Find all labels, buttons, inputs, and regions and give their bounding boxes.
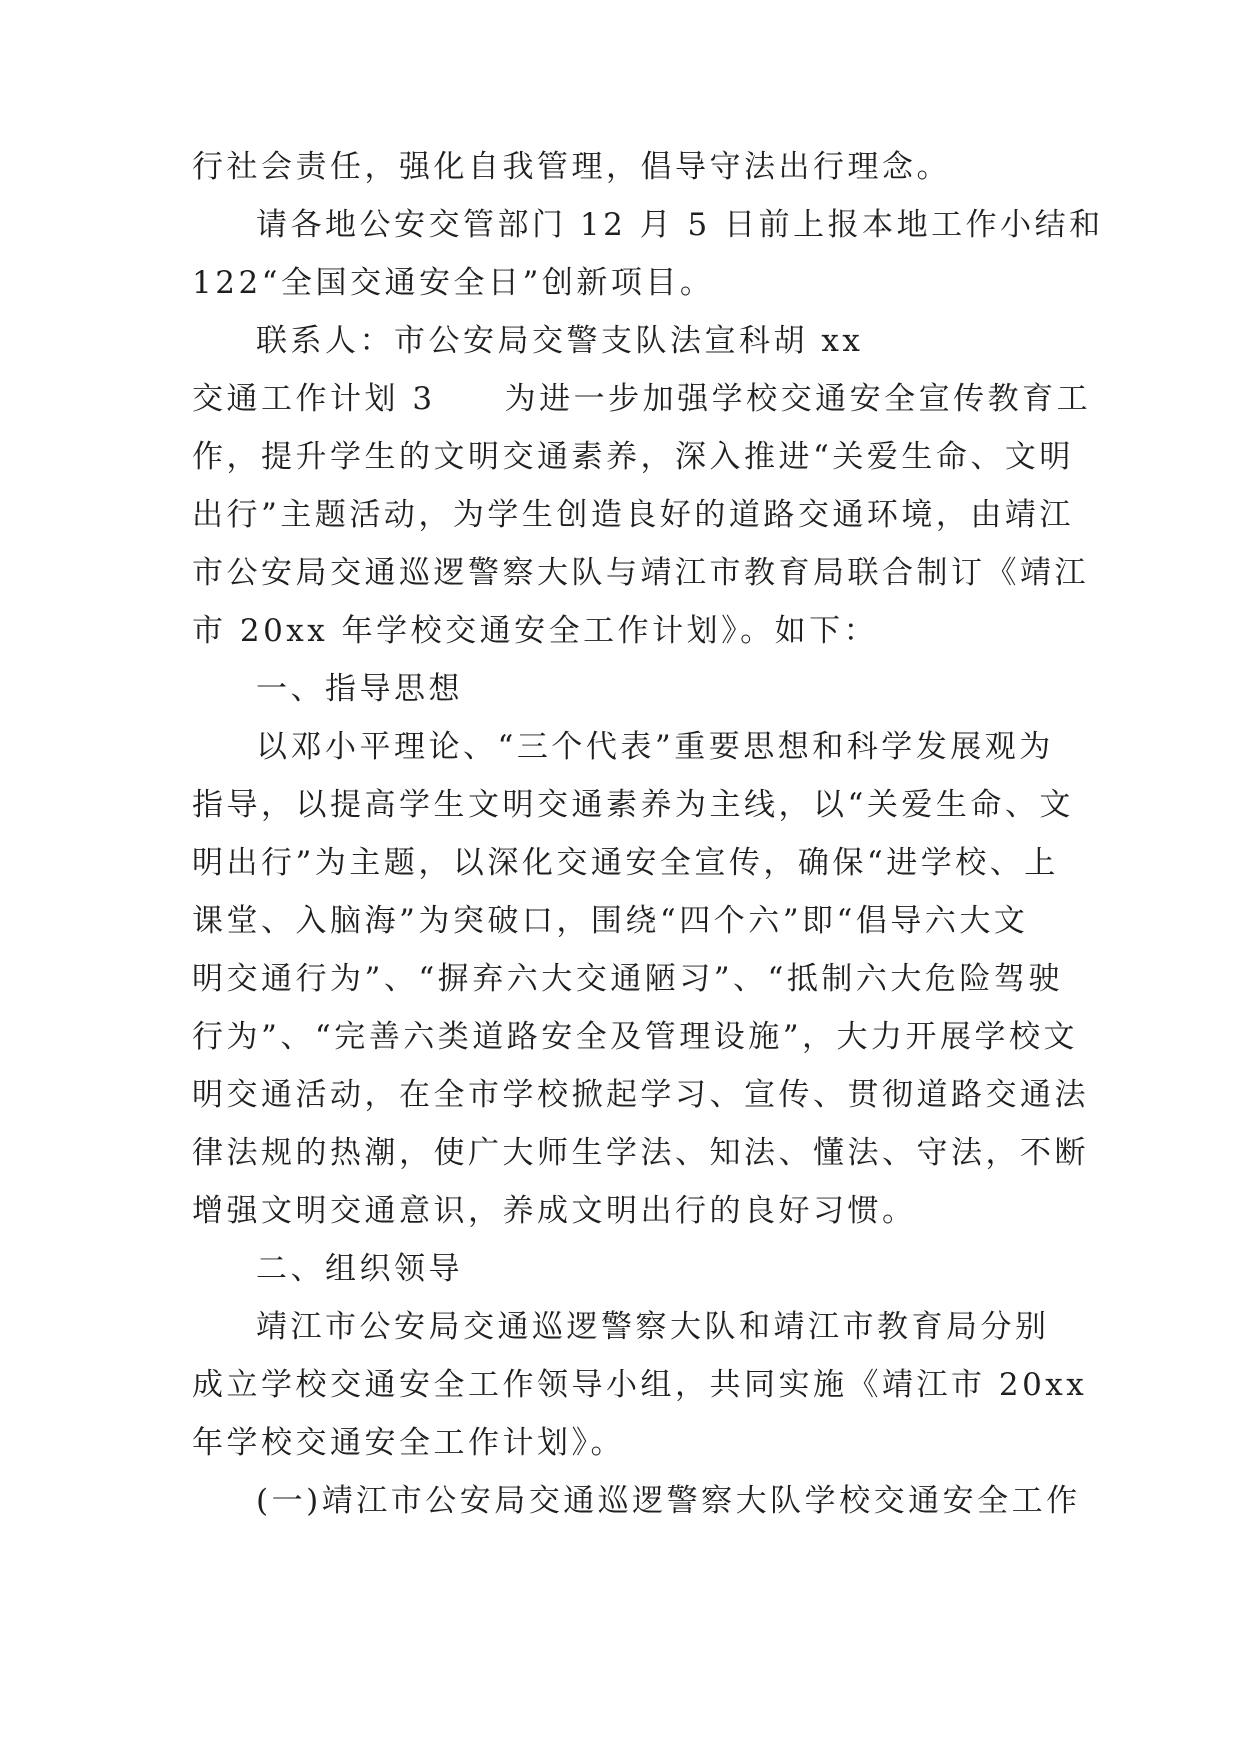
text-line: 以邓小平理论、“三个代表”重要思想和科学发展观为 xyxy=(256,729,1054,765)
heading-guiding-thought: 一、指导思想 xyxy=(256,671,463,707)
text-line: 成立学校交通安全工作领导小组，共同实施《靖江市 20xx xyxy=(192,1367,1088,1403)
section-heading-line: 交通工作计划 3 为进一步加强学校交通安全宣传教育工 xyxy=(192,381,1092,417)
text-line: 明交通活动，在全市学校掀起学习、宣传、贯彻道路交通法 xyxy=(192,1077,1089,1113)
text-line: 明出行”为主题，以深化交通安全宣传，确保“进学校、上 xyxy=(192,845,1059,881)
text-line: 市公安局交通巡逻警察大队与靖江市教育局联合制订《靖江 xyxy=(192,555,1089,591)
text-line: 增强文明交通意识，养成文明出行的良好习惯。 xyxy=(192,1193,917,1229)
text-line: 课堂、入脑海”为突破口，围绕“四个六”即“倡导六大文 xyxy=(192,903,1029,939)
text-line: 年学校交通安全工作计划》。 xyxy=(192,1425,625,1461)
text-line: 出行”主题活动，为学生创造良好的道路交通环境，由靖江 xyxy=(192,497,1074,533)
contact-line: 联系人：市公安局交警支队法宣科胡 xx xyxy=(256,323,864,359)
text-line: (一)靖江市公安局交通巡逻警察大队学校交通安全工作 xyxy=(256,1483,1081,1519)
text-line: 122“全国交通安全日”创新项目。 xyxy=(192,265,715,301)
text-line: 作，提升学生的文明交通素养，深入推进“关爱生命、文明 xyxy=(192,439,1074,475)
text-line: 市 20xx 年学校交通安全工作计划》。如下： xyxy=(192,613,879,649)
text-line: 指导，以提高学生文明交通素养为主线，以“关爱生命、文 xyxy=(192,787,1074,823)
text-line: 请各地公安交管部门 12 月 5 日前上报本地工作小结和 xyxy=(256,207,1104,243)
heading-organization: 二、组织领导 xyxy=(256,1251,463,1287)
text-line: 行社会责任，强化自我管理，倡导守法出行理念。 xyxy=(192,149,951,185)
text-line: 律法规的热潮，使广大师生学法、知法、懂法、守法，不断 xyxy=(192,1135,1089,1171)
text-line: 行为”、“完善六类道路安全及管理设施”，大力开展学校文 xyxy=(192,1019,1079,1055)
text-line: 明交通行为”、“摒弃六大交通陋习”、“抵制六大危险驾驶 xyxy=(192,961,1063,997)
text-line: 靖江市公安局交通巡逻警察大队和靖江市教育局分别 xyxy=(256,1309,1050,1345)
